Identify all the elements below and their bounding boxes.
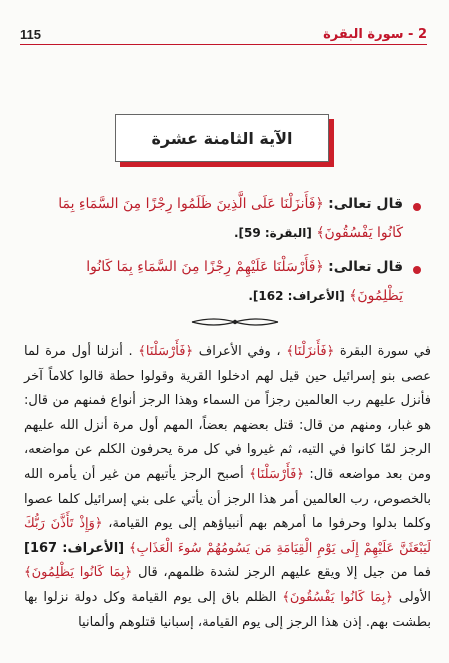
- quran-quote: ﴿بِمَا كَانُوا يَفْسُقُونَ﴾: [282, 589, 394, 605]
- quran-quote: ﴿فَأَرْسَلْنَا﴾: [138, 344, 194, 359]
- commentary-text: [24, 340, 431, 635]
- verses-list: [28, 190, 431, 316]
- verse-reference: [الأعراف: 162].: [248, 289, 345, 303]
- section-title: الآية الثامنة عشرة: [151, 128, 293, 148]
- body-text: الظلم باق إلى يوم القيامة وكل دولة نزلوا بها بطشت بهم. إذن هذا الرجز إلى يوم القيامة، إسبانيا قتلوهم وألمانيا: [24, 589, 431, 630]
- page-header: [20, 20, 427, 44]
- body-text: الأولى: [398, 589, 431, 605]
- bullet-icon: [413, 203, 421, 211]
- verse-item: [28, 253, 431, 311]
- body-text: في سورة البقرة: [339, 344, 431, 359]
- verse-reference: [البقرة: 59].: [233, 226, 312, 240]
- verse-label: قال تعالى:: [328, 196, 403, 212]
- verse-text: ﴿فَأَرْسَلْنَا عَلَيْهِمْ رِجْزًا مِنَ السَّمَاءِ بِمَا كَانُوا يَظْلِمُونَ﴾: [86, 259, 403, 304]
- body-text: . أنزلنا أول مرة لما عصى بنو إسرائيل حين قيل لهم ادخلوا القرية وقولوا حطة قالوا كلاماً آخر فأنزل عليهم رب العالمين رجزاً من السماء وهذا الرجز أنواع فمنهم من قال: هو غبار، ومنهم من قال: قتل بعضهم بعضاً، المهم أول مرة أنزل الله عليهم الرجز لمّا كانوا في التيه، ثم غيروا في كل مرة يحرفون الكلم عن مواضعه، ومن بعد مواضعه قال:: [24, 344, 431, 482]
- ornament-divider-icon: [190, 314, 280, 330]
- body-text: أصبح الرجز يأتيهم من غير أن يأمره الله بالخصوص، رب العالمين أمر هذا الرجز أن يأتي على بني إسرائيل كلما عصوا وكلما بدلوا وحرفوا ما أمرهم بهم أنبياؤهم إلى يوم القيامة،: [24, 466, 431, 532]
- verse-label: قال تعالى:: [328, 259, 403, 275]
- verse-text: ﴿فَأَنزَلْنَا عَلَى الَّذِينَ ظَلَمُوا رِجْزًا مِنَ السَّمَاءِ بِمَا كَانُوا يَفْسُقُونَ﴾: [58, 196, 403, 241]
- header-rule: [20, 44, 427, 45]
- body-text: ، وفي الأعراف: [198, 344, 281, 359]
- page-number: 115: [20, 27, 41, 42]
- quran-quote: ﴿فَأَرْسَلْنَا﴾: [249, 466, 304, 482]
- quran-quote: ﴿بِمَا كَانُوا يَظْلِمُونَ﴾: [24, 565, 133, 581]
- quran-quote: ﴿وَإِذْ تَأَذَّنَ رَبُّكَ لَيَبْعَثَنَّ عَلَيْهِمْ إِلَى يَوْمِ الْقِيَامَةِ مَن يَسُومُهُمْ سُوءَ الْعَذَابِ﴾: [24, 516, 431, 556]
- verse-item: [28, 190, 431, 248]
- body-text: فما من جيل إلا ويقع عليهم الرجز لشدة ظلمهم، قال: [138, 565, 431, 581]
- section-title-box: [115, 114, 329, 162]
- bullet-icon: [413, 266, 421, 274]
- surah-title: 2 - سورة البقرة: [323, 27, 427, 42]
- verse-reference: [الأعراف: 167]: [24, 540, 125, 556]
- quran-quote: ﴿فَأَنزَلْنَا﴾: [286, 344, 335, 359]
